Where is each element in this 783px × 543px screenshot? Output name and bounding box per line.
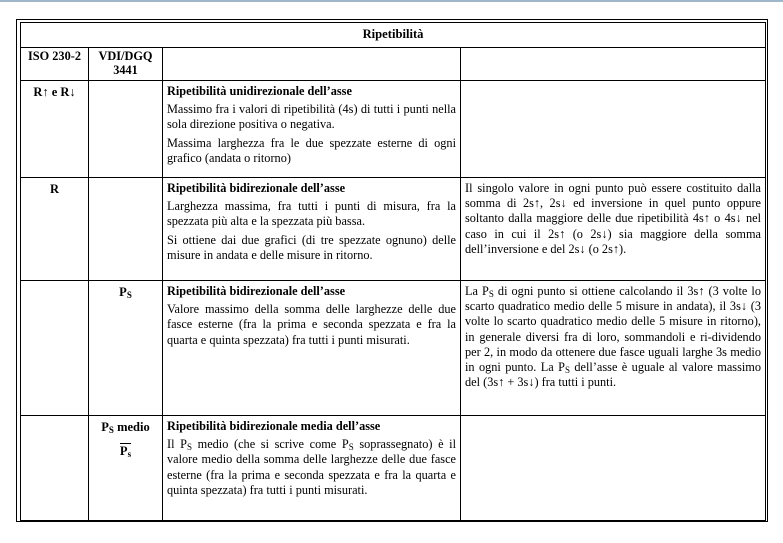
iso-symbol: R↑ e R↓ — [21, 81, 89, 178]
description-cell — [163, 281, 461, 416]
row-heading: Ripetibilità bidirezionale dell’asse — [167, 181, 346, 195]
table-title: Ripetibilità — [21, 23, 766, 48]
row-paragraph: Massima larghezza fra le due spezzate esterne di ogni grafico (andata o ritorno) — [167, 135, 456, 165]
header-vdi: VDI/DGQ 3441 — [89, 48, 163, 81]
description-cell — [163, 81, 461, 178]
header-notes — [461, 48, 766, 81]
iso-symbol: R — [21, 178, 89, 281]
row-paragraph: Il $P_S$ medio (che si scrive come $P_S$ soprassegnato) è il valore medio della somma delle larghezze delle due fasce esterne (fra la prima e seconda spezzata e fra la quarta e quinta spezzata) fra tutti i punti misurati. — [167, 437, 456, 497]
description-cell — [163, 416, 461, 521]
vdi-symbol — [89, 81, 163, 178]
note-cell: Il singolo valore in ogni punto può essere costituito dalla somma di 2s↑, 2s↓ ed inversione in quel punto oppure soltanto dalla maggiore delle due ripetibilità 4s↑ o 4s↓ nel caso in cui il 2s↑ (o 2s↓) sia maggiore della somma dell’inversione e del 2s↓ (o 2s↑). — [461, 178, 766, 281]
row-paragraph: Larghezza massima, fra tutti i punti di misura, fra la spezzata più alta e la spezzata più bassa. — [167, 199, 456, 229]
note-cell: La $P_S$ di ogni punto si ottiene calcolando il 3s↑ (3 volte lo scarto quadratico medio delle 5 misure in andata), il 3s↓ (3 volte lo scarto quadratico medio delle 5 misure in ritorno), in generale diversi fra di loro, sommandoli e ri-dividendo per 2, in modo da ottenere due fasce uguali larghe 3s medio in ogni punto. La $P_S$ dell’asse è uguale al valore massimo del (3s↑ + 3s↓) fra tutti i punti. — [461, 281, 766, 416]
row-paragraph: Massimo fra i valori di ripetibilità (4s) di tutti i punti nella sola direzione positiva o negativa. — [167, 102, 456, 132]
note-cell — [461, 81, 766, 178]
description-cell — [163, 178, 461, 281]
header-iso: ISO 230-2 — [21, 48, 89, 81]
overlined-symbol: $P_s$ — [119, 444, 132, 460]
table-row — [21, 81, 766, 178]
vdi-symbol: $P_S$ medio $P_s$ — [89, 416, 163, 521]
row-paragraph: Si ottiene dai due grafici (di tre spezzate ognuno) delle misure in andata e delle misure in ritorno. — [167, 232, 456, 262]
table-row — [21, 178, 766, 281]
row-heading: Ripetibilità unidirezionale dell’asse — [167, 84, 352, 98]
row-heading: Ripetibilità bidirezionale media dell’asse — [167, 419, 381, 433]
table-row — [21, 416, 766, 521]
iso-symbol — [21, 281, 89, 416]
table-row — [21, 281, 766, 416]
row-heading: Ripetibilità bidirezionale dell’asse — [167, 284, 346, 298]
top-border-line — [0, 0, 783, 2]
iso-symbol — [21, 416, 89, 521]
header-description — [163, 48, 461, 81]
row-paragraph: Valore massimo della somma delle larghezze delle due fasce esterne (fra la prima e seconda spezzata e fra la quarta e quinta spezzata) fra tutti i punti misurati. — [167, 302, 456, 347]
vdi-symbol: $P_S$ — [89, 281, 163, 416]
vdi-symbol — [89, 178, 163, 281]
repeatability-table — [20, 22, 766, 521]
note-cell — [461, 416, 766, 521]
